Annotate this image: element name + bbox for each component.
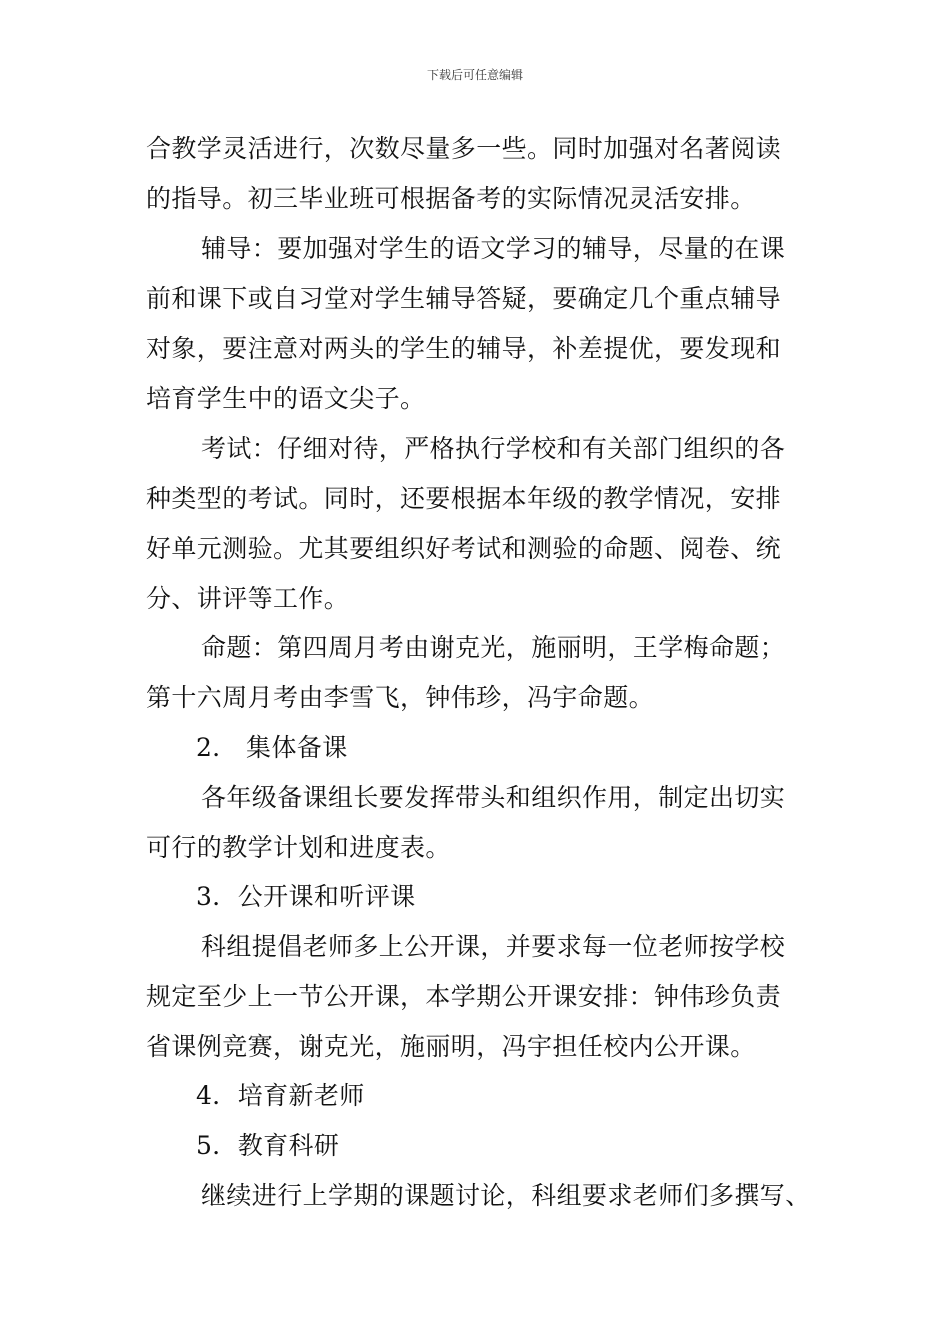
section-heading: 3．公开课和听评课 [196, 882, 416, 911]
section-heading: 2． 集体备课 [196, 733, 348, 762]
paragraph-line: 合教学灵活进行，次数尽量多一些。同时加强对名著阅读 [146, 134, 782, 163]
paragraph-line: 考试：仔细对待，严格执行学校和有关部门组织的各 [201, 434, 786, 463]
paragraph-line: 辅导：要加强对学生的语文学习的辅导，尽量的在课 [201, 234, 786, 263]
paragraph-line: 科组提倡老师多上公开课，并要求每一位老师按学校 [201, 932, 786, 961]
section-heading: 5．教育科研 [196, 1131, 340, 1160]
section-heading: 4．培育新老师 [196, 1081, 365, 1110]
paragraph-line: 分、讲评等工作。 [146, 584, 350, 613]
paragraph-line: 各年级备课组长要发挥带头和组织作用，制定出切实 [201, 783, 786, 812]
paragraph-line: 好单元测验。尤其要组织好考试和测验的命题、阅卷、统 [146, 534, 782, 563]
paragraph-line: 第十六周月考由李雪飞，钟伟珍，冯宇命题。 [146, 683, 655, 712]
paragraph-line: 可行的教学计划和进度表。 [146, 833, 451, 862]
paragraph-line: 继续进行上学期的课题讨论，科组要求老师们多撰写、 [201, 1181, 811, 1210]
paragraph-line: 对象，要注意对两头的学生的辅导，补差提优，要发现和 [146, 334, 782, 363]
paragraph-line: 省课例竞赛，谢克光，施丽明，冯宇担任校内公开课。 [146, 1032, 756, 1061]
paragraph-line: 的指导。初三毕业班可根据备考的实际情况灵活安排。 [146, 184, 756, 213]
paragraph-line: 种类型的考试。同时，还要根据本年级的教学情况，安排 [146, 484, 782, 513]
page-header-note: 下载后可任意编辑 [426, 68, 523, 82]
paragraph-line: 命题：第四周月考由谢克光，施丽明，王学梅命题； [201, 633, 786, 662]
paragraph-line: 规定至少上一节公开课，本学期公开课安排：钟伟珍负责 [146, 982, 782, 1011]
paragraph-line: 培育学生中的语文尖子。 [146, 384, 426, 413]
paragraph-line: 前和课下或自习堂对学生辅导答疑，要确定几个重点辅导 [146, 284, 782, 313]
